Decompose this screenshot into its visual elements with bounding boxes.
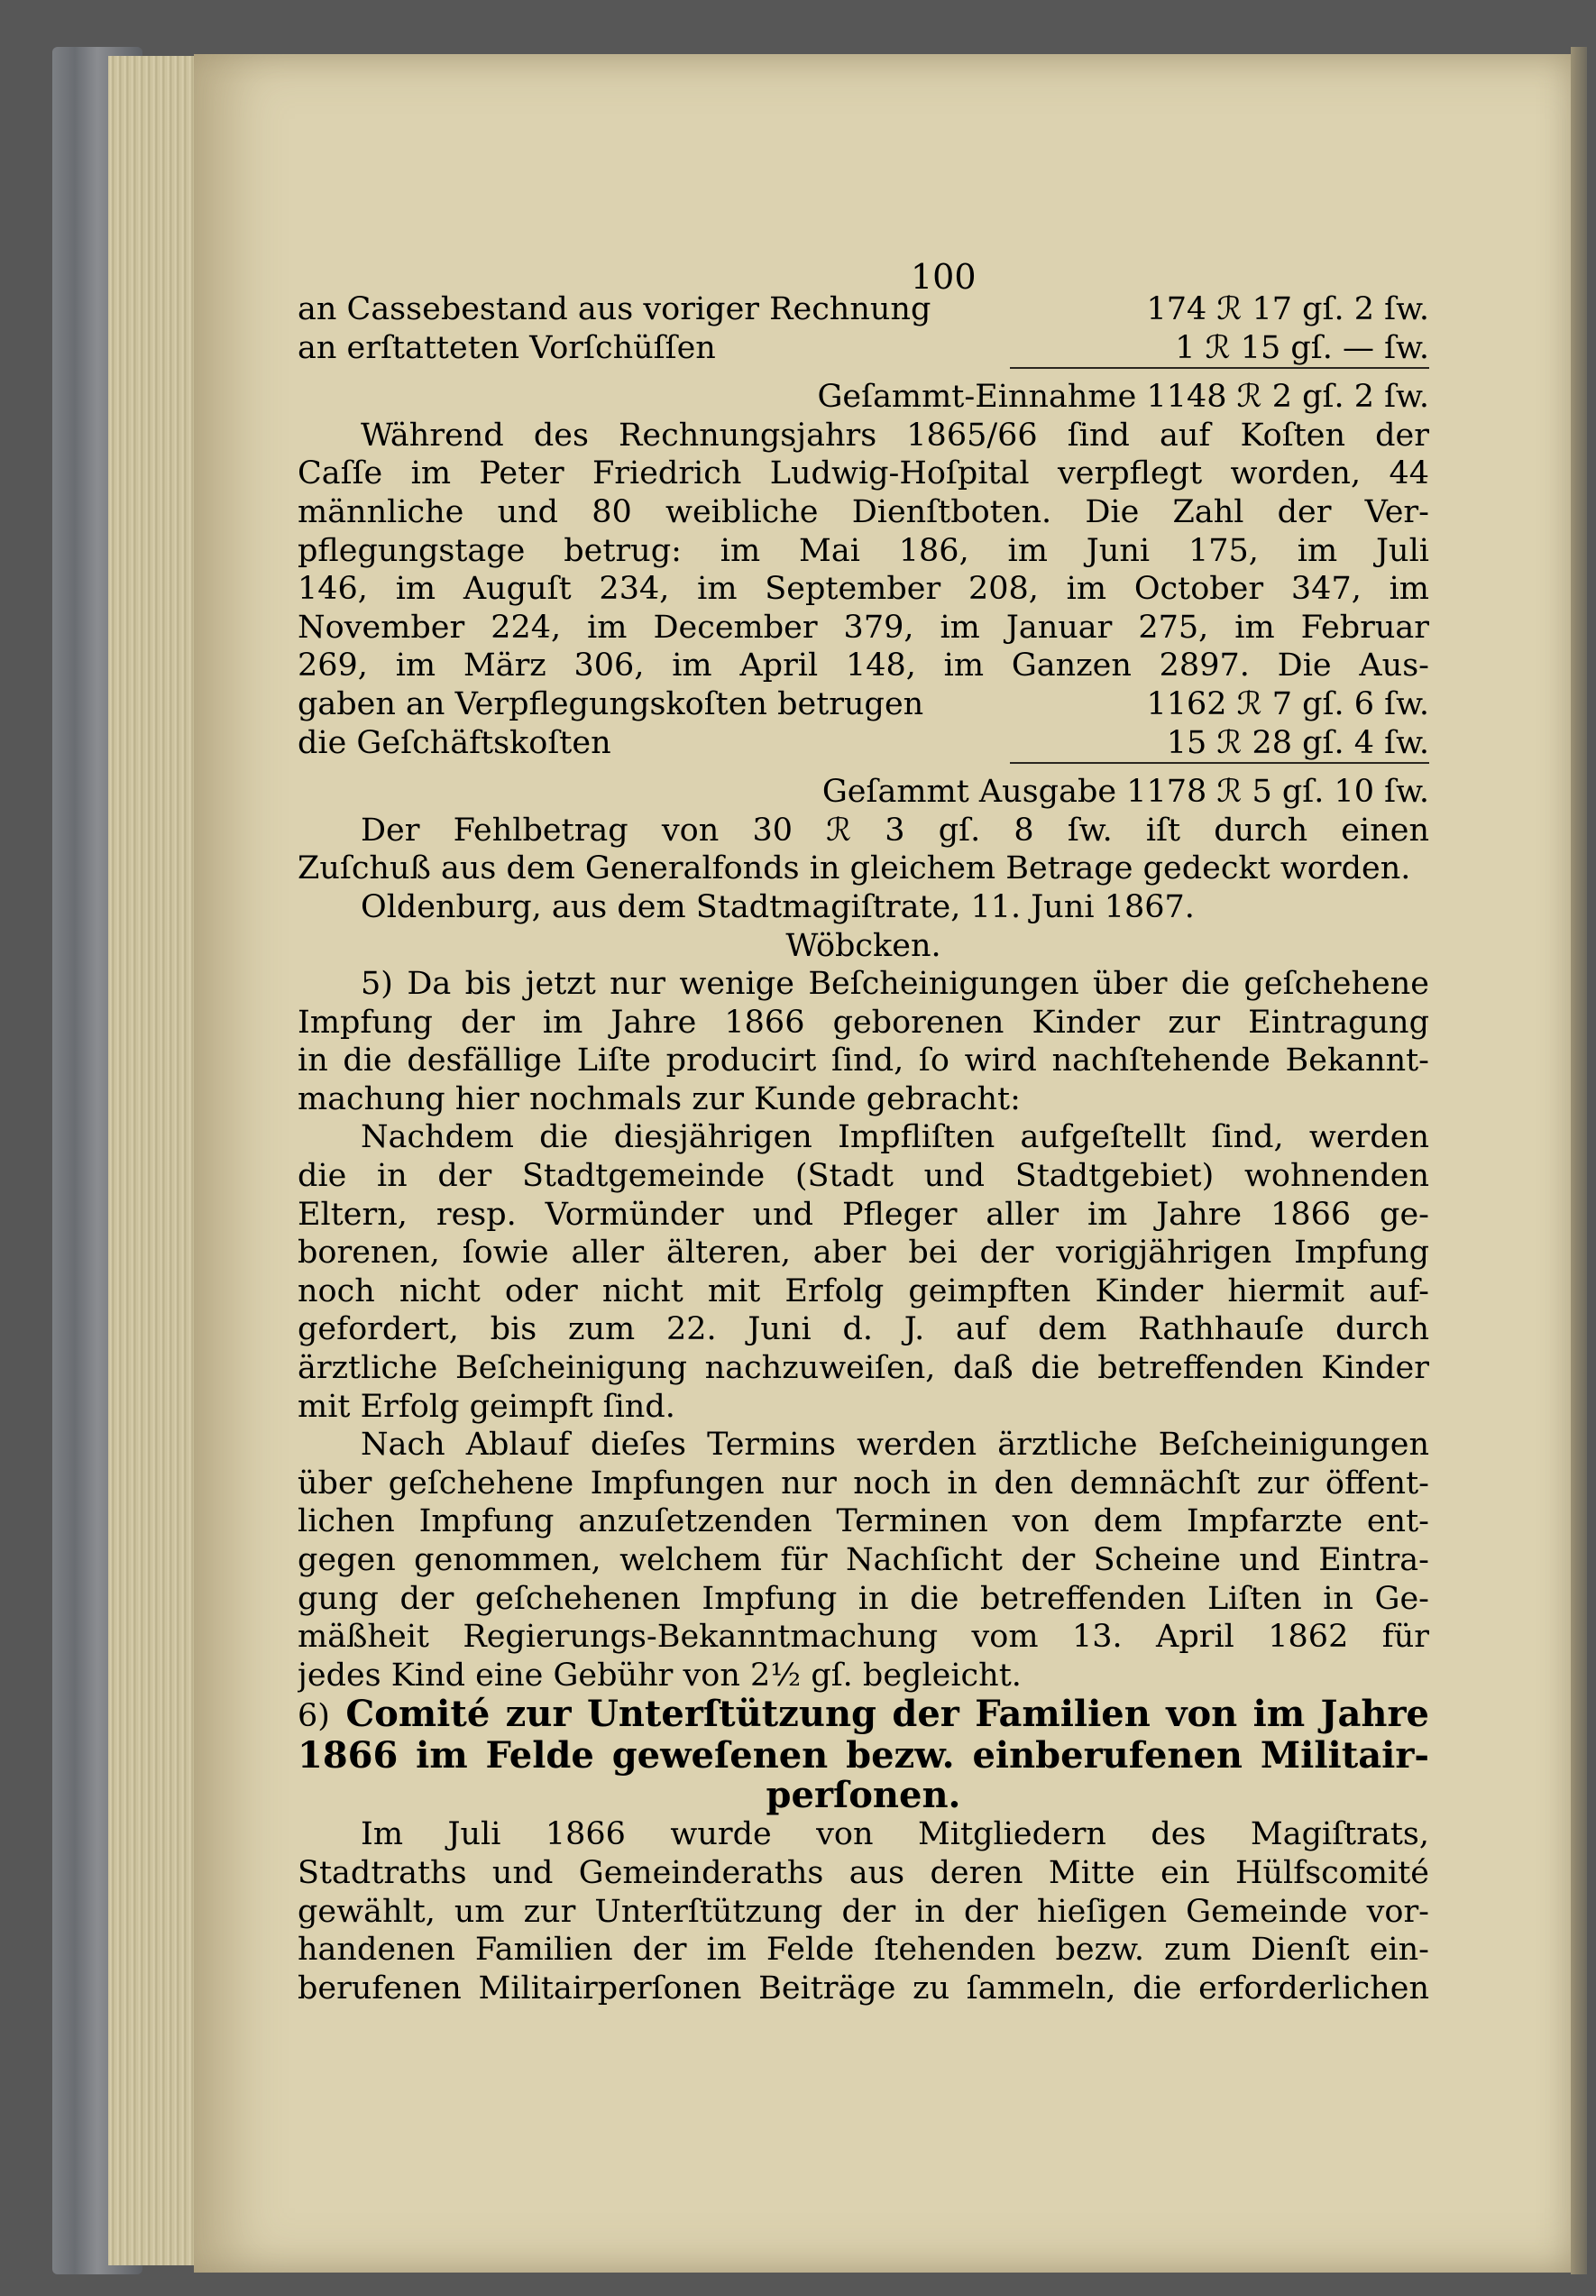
page-right-edge bbox=[1571, 47, 1587, 2274]
paragraph-deficit bbox=[298, 812, 1429, 888]
text-line: berufenen Militairperſonen Beiträge zu ſammeln, die erforderlichen bbox=[298, 1970, 1429, 2007]
place-date: Oldenburg, aus dem Stadtmagiſtrate, 11. Juni 1867. bbox=[361, 888, 1195, 925]
paragraph-notice bbox=[298, 1118, 1429, 1426]
text-line: Eltern, resp. Vormünder und Pfleger aller im Jahre 1866 ge- bbox=[298, 1196, 1429, 1233]
heading-line: 1866 im Felde geweſenen bezw. einberufenen Militair- bbox=[298, 1736, 1429, 1777]
paragraph-hospital bbox=[298, 417, 1429, 685]
text-line: machung hier nochmals zur Kunde gebracht: bbox=[298, 1080, 1021, 1117]
sum-rule bbox=[1010, 367, 1429, 369]
ledger-amount: 1 ℛ 15 gſ. — ſw. bbox=[1175, 329, 1429, 366]
section-number: 6) bbox=[298, 1698, 330, 1735]
page-number: 100 bbox=[911, 257, 977, 297]
text-line: handenen Familien der im Felde ſtehenden bezw. zum Dienſt ein- bbox=[298, 1932, 1429, 1969]
text-line: ärztliche Beſcheinigung nachzuweiſen, daß die betreffenden Kinder bbox=[298, 1350, 1429, 1387]
paragraph-deadline bbox=[298, 1426, 1429, 1694]
ledger-label: gaben an Verpflegungskoſten betrugen bbox=[298, 685, 924, 722]
text-line: Impfung der im Jahre 1866 geborenen Kinder zur Eintragung bbox=[298, 1004, 1429, 1041]
text-line: Im Juli 1866 wurde von Mitgliedern des Magiſtrats, bbox=[361, 1816, 1429, 1853]
text-line: 269, im März 306, im April 148, im Ganzen 2897. Die Aus- bbox=[298, 647, 1429, 684]
page-content bbox=[298, 253, 1429, 2007]
paragraph-vaccination bbox=[298, 965, 1429, 1118]
text-line: Während des Rechnungsjahrs 1865/66 ſind auf Koſten der bbox=[361, 417, 1429, 454]
text-line: Caſſe im Peter Friedrich Ludwig-Hoſpital verpflegt worden, 44 bbox=[298, 455, 1429, 492]
heading-line bbox=[298, 1694, 1429, 1736]
text-line: Nach Ablauf dieſes Termins werden ärztliche Beſcheinigungen bbox=[361, 1427, 1429, 1464]
text-line: Stadtraths und Gemeinderaths aus deren Mitte ein Hülfscomité bbox=[298, 1854, 1429, 1891]
text-line: gung der geſchehenen Impfung in die betreffenden Liſten in Ge- bbox=[298, 1580, 1429, 1617]
text-line: Der Fehlbetrag von 30 ℛ 3 gſ. 8 ſw. iſt durch einen bbox=[361, 812, 1429, 849]
sum-rule bbox=[1010, 762, 1429, 764]
text-line: noch nicht oder nicht mit Erfolg geimpften Kinder hiermit auf- bbox=[298, 1272, 1429, 1309]
ledger-label: an erſtatteten Vorſchüſſen bbox=[298, 329, 716, 366]
expense-total: Geſammt Ausgabe 1178 ℛ 5 gſ. 10 ſw. bbox=[821, 774, 1429, 811]
text-line: Nachdem die diesjährigen Impfliſten aufgeſtellt ſind, werden bbox=[361, 1119, 1429, 1156]
text-line: über geſchehene Impfungen nur noch in den demnächſt zur öffent- bbox=[298, 1465, 1429, 1502]
text-line: in die desfällige Liſte producirt ſind, ſo wird nachſtehende Bekannt- bbox=[298, 1042, 1429, 1079]
text-line: November 224, im December 379, im Januar 275, im Februar bbox=[298, 609, 1429, 646]
income-total: Geſammt-Einnahme 1148 ℛ 2 gſ. 2 ſw. bbox=[817, 379, 1429, 416]
text-line: gefordert, bis zum 22. Juni d. J. auf dem Rathhauſe durch bbox=[298, 1311, 1429, 1348]
heading-line: perſonen. bbox=[766, 1776, 961, 1816]
text-line: pflegungstage betrug: im Mai 186, im Juni 175, im Juli bbox=[298, 532, 1429, 569]
text-line: jedes Kind eine Gebühr von 2½ gſ. begleicht. bbox=[298, 1657, 1022, 1694]
ledger-row bbox=[298, 329, 1429, 368]
heading-text: Comité zur Unterſtützung der Familien von im Jahre bbox=[345, 1694, 1429, 1736]
text-line: 5) Da bis jetzt nur wenige Beſcheinigungen über die geſchehene bbox=[361, 966, 1429, 1003]
text-line: die in der Stadtgemeinde (Stadt und Stadtgebiet) wohnenden bbox=[298, 1158, 1429, 1195]
text-line: gegen genommen, welchem für Nachſicht der Scheine und Eintra- bbox=[298, 1542, 1429, 1578]
ledger-label: an Cassebestand aus voriger Rechnung bbox=[298, 291, 931, 327]
text-line: Zuſchuß aus dem Generalfonds in gleichem Betrage gedeckt worden. bbox=[298, 850, 1411, 887]
text-line: 146, im Auguſt 234, im September 208, im October 347, im bbox=[298, 571, 1429, 608]
ledger-expense bbox=[298, 685, 1429, 812]
ledger-income bbox=[298, 290, 1429, 417]
ledger-row bbox=[298, 290, 1429, 329]
ledger-amount: 1162 ℛ 7 gſ. 6 ſw. bbox=[1146, 685, 1429, 722]
paragraph-committee bbox=[298, 1815, 1429, 2007]
text-line: lichen Impfung anzuſetzenden Terminen von dem Impfarzte ent- bbox=[298, 1503, 1429, 1540]
ledger-label: die Geſchäftskoſten bbox=[298, 724, 611, 761]
text-line: borenen, ſowie aller älteren, aber bei der vorigjährigen Impfung bbox=[298, 1235, 1429, 1272]
signature: Wöbcken. bbox=[785, 927, 941, 964]
ledger-amount: 174 ℛ 17 gſ. 2 ſw. bbox=[1146, 291, 1429, 327]
text-line: mäßheit Regierungs-Bekanntmachung vom 13. April 1862 für bbox=[298, 1619, 1429, 1656]
ledger-row bbox=[298, 724, 1429, 763]
ledger-amount: 15 ℛ 28 gſ. 4 ſw. bbox=[1166, 724, 1429, 761]
text-line: männliche und 80 weibliche Dienſtboten. Die Zahl der Ver- bbox=[298, 493, 1429, 530]
text-line: gewählt, um zur Unterſtützung der in der hieſigen Gemeinde vor- bbox=[298, 1893, 1429, 1930]
ledger-row bbox=[298, 685, 1429, 724]
text-line: mit Erfolg geimpft ſind. bbox=[298, 1388, 675, 1425]
section-heading bbox=[298, 1694, 1429, 1815]
